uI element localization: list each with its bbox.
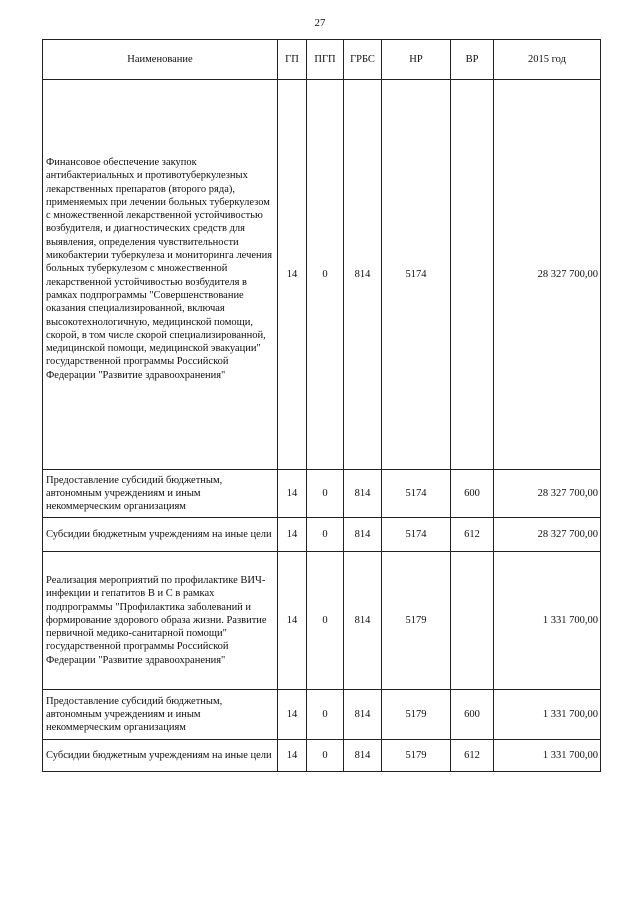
table-row	[43, 80, 601, 470]
row-grbs: 814	[344, 80, 382, 470]
header-vr: ВР	[451, 40, 494, 80]
row-nr: 5179	[382, 552, 451, 690]
row-name: Предоставление субсидий бюджетным, автономным учреждениям и иным некоммерческим организациям	[43, 690, 278, 740]
row-nr: 5174	[382, 80, 451, 470]
row-grbs: 814	[344, 740, 382, 772]
header-year: 2015 год	[494, 40, 601, 80]
row-grbs: 814	[344, 690, 382, 740]
row-pgp: 0	[307, 518, 344, 552]
row-vr	[451, 552, 494, 690]
header-gp: ГП	[278, 40, 307, 80]
row-vr: 600	[451, 690, 494, 740]
table-row	[43, 690, 601, 740]
row-name: Субсидии бюджетным учреждениям на иные цели	[43, 740, 278, 772]
row-vr	[451, 80, 494, 470]
row-grbs: 814	[344, 552, 382, 690]
row-grbs: 814	[344, 518, 382, 552]
row-name: Реализация мероприятий по профилактике ВИЧ-инфекции и гепатитов В и С в рамках подпрограммы "Профилактика заболеваний и формирование здорового образа жизни. Развитие первичной медико-санитарной помощи" государственной программы Российской Федерации "Развитие здравоохранения"	[43, 552, 278, 690]
row-amount: 1 331 700,00	[494, 552, 601, 690]
header-nr: НР	[382, 40, 451, 80]
row-gp: 14	[278, 740, 307, 772]
row-gp: 14	[278, 690, 307, 740]
row-grbs: 814	[344, 470, 382, 518]
row-pgp: 0	[307, 470, 344, 518]
table-row	[43, 740, 601, 772]
budget-table	[42, 39, 601, 772]
row-vr: 612	[451, 740, 494, 772]
row-nr: 5174	[382, 518, 451, 552]
table-header-row	[43, 40, 601, 80]
row-amount: 28 327 700,00	[494, 470, 601, 518]
row-pgp: 0	[307, 80, 344, 470]
row-pgp: 0	[307, 740, 344, 772]
header-name: Наименование	[43, 40, 278, 80]
row-gp: 14	[278, 518, 307, 552]
row-name: Финансовое обеспечение закупок антибактериальных и противотуберкулезных лекарственных препаратов (второго ряда), применяемых при лечении больных туберкулезом с множественной лекарственной устойчивостью возбудителя, и диагностических средств для выявления, определения чувствительности микобактерии туберкулеза и мониторинга лечения больных туберкулезом с множественной лекарственной устойчивостью возбудителя в рамках подпрограммы "Совершенствование оказания специализированной, включая высокотехнологичную, медицинской помощи, скорой, в том числе скорой специализированной, медицинской помощи, медицинской эвакуации" государственной программы Российской Федерации "Развитие здравоохранения"	[43, 80, 278, 470]
row-amount: 28 327 700,00	[494, 80, 601, 470]
row-name: Предоставление субсидий бюджетным, автономным учреждениям и иным некоммерческим организациям	[43, 470, 278, 518]
row-amount: 1 331 700,00	[494, 740, 601, 772]
row-pgp: 0	[307, 690, 344, 740]
row-nr: 5179	[382, 690, 451, 740]
header-pgp: ПГП	[307, 40, 344, 80]
row-gp: 14	[278, 80, 307, 470]
page-number: 27	[314, 17, 326, 29]
table-row	[43, 552, 601, 690]
row-nr: 5174	[382, 470, 451, 518]
row-amount: 1 331 700,00	[494, 690, 601, 740]
row-pgp: 0	[307, 552, 344, 690]
row-vr: 612	[451, 518, 494, 552]
table-row	[43, 470, 601, 518]
row-name: Субсидии бюджетным учреждениям на иные цели	[43, 518, 278, 552]
row-vr: 600	[451, 470, 494, 518]
row-nr: 5179	[382, 740, 451, 772]
header-grbs: ГРБС	[344, 40, 382, 80]
row-gp: 14	[278, 470, 307, 518]
row-amount: 28 327 700,00	[494, 518, 601, 552]
table-row	[43, 518, 601, 552]
row-gp: 14	[278, 552, 307, 690]
